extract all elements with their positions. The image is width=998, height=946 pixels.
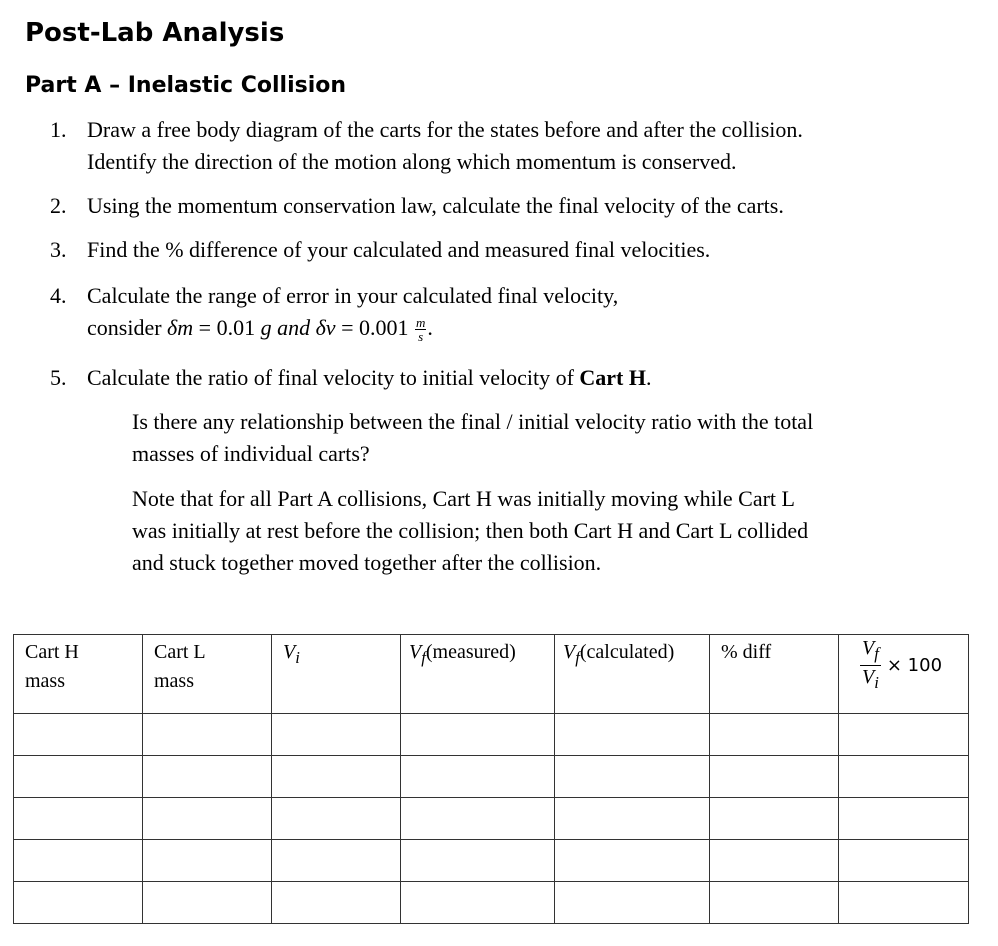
list-text: Calculate the ratio of final velocity to initial velocity of Cart H. — [87, 365, 652, 390]
note-paragraph: Note that for all Part A collisions, Cart H was initially moving while Cart L was initially at rest before the collision; then both Cart H and Cart L collided and stuck together moved together after the collision. — [132, 486, 809, 575]
table-row — [14, 798, 969, 840]
list-text-line2: consider δm = 0.01 g and δv = 0.001 $\frac{m}{s}$ . — [87, 315, 433, 345]
list-text: Using the momentum conservation law, calculate the final velocity of the carts. — [87, 193, 784, 218]
table-header-row — [14, 635, 969, 714]
list-text: Calculate the range of error in your calculated final velocity, — [87, 283, 619, 308]
data-table — [13, 634, 969, 924]
delta-v: δv — [315, 315, 336, 340]
ratio-formula: $\frac{V_f}{V_i}$ × 100 — [862, 637, 943, 692]
header-cart-l: Cart L mass — [143, 635, 272, 714]
section-heading: Part A – Inelastic Collision — [25, 73, 347, 98]
header-vf-measured: $V_f(measured)$ — [401, 635, 555, 714]
list-number: 5. — [50, 365, 67, 390]
header-cart-h: Cart H mass — [14, 635, 143, 714]
list-number: 2. — [50, 193, 67, 218]
table-row — [14, 756, 969, 798]
list-number: 1. — [50, 117, 67, 142]
delta-m: δm — [167, 315, 194, 340]
header-pct-diff: % diff — [710, 635, 839, 714]
list-text-line2: Identify the direction of the motion along which momentum is conserved. — [87, 149, 737, 174]
list-number: 4. — [50, 283, 67, 308]
page-title: Post-Lab Analysis — [25, 18, 285, 48]
table-row — [14, 840, 969, 882]
table-row — [14, 714, 969, 756]
header-ratio — [839, 635, 969, 714]
header-vi: $V_i$ — [272, 635, 401, 714]
question-paragraph: Is there any relationship between the final / initial velocity ratio with the total masses of individual carts? — [132, 409, 814, 466]
header-vf-calculated: $V_f(calculated)$ — [555, 635, 710, 714]
list-text: Find the % difference of your calculated and measured final velocities. — [87, 237, 711, 262]
table-row — [14, 882, 969, 924]
list-text: Draw a free body diagram of the carts for the states before and after the collision. — [87, 117, 803, 142]
unit-fraction: $\frac{m}{s}$ — [416, 315, 426, 345]
list-number: 3. — [50, 237, 67, 262]
